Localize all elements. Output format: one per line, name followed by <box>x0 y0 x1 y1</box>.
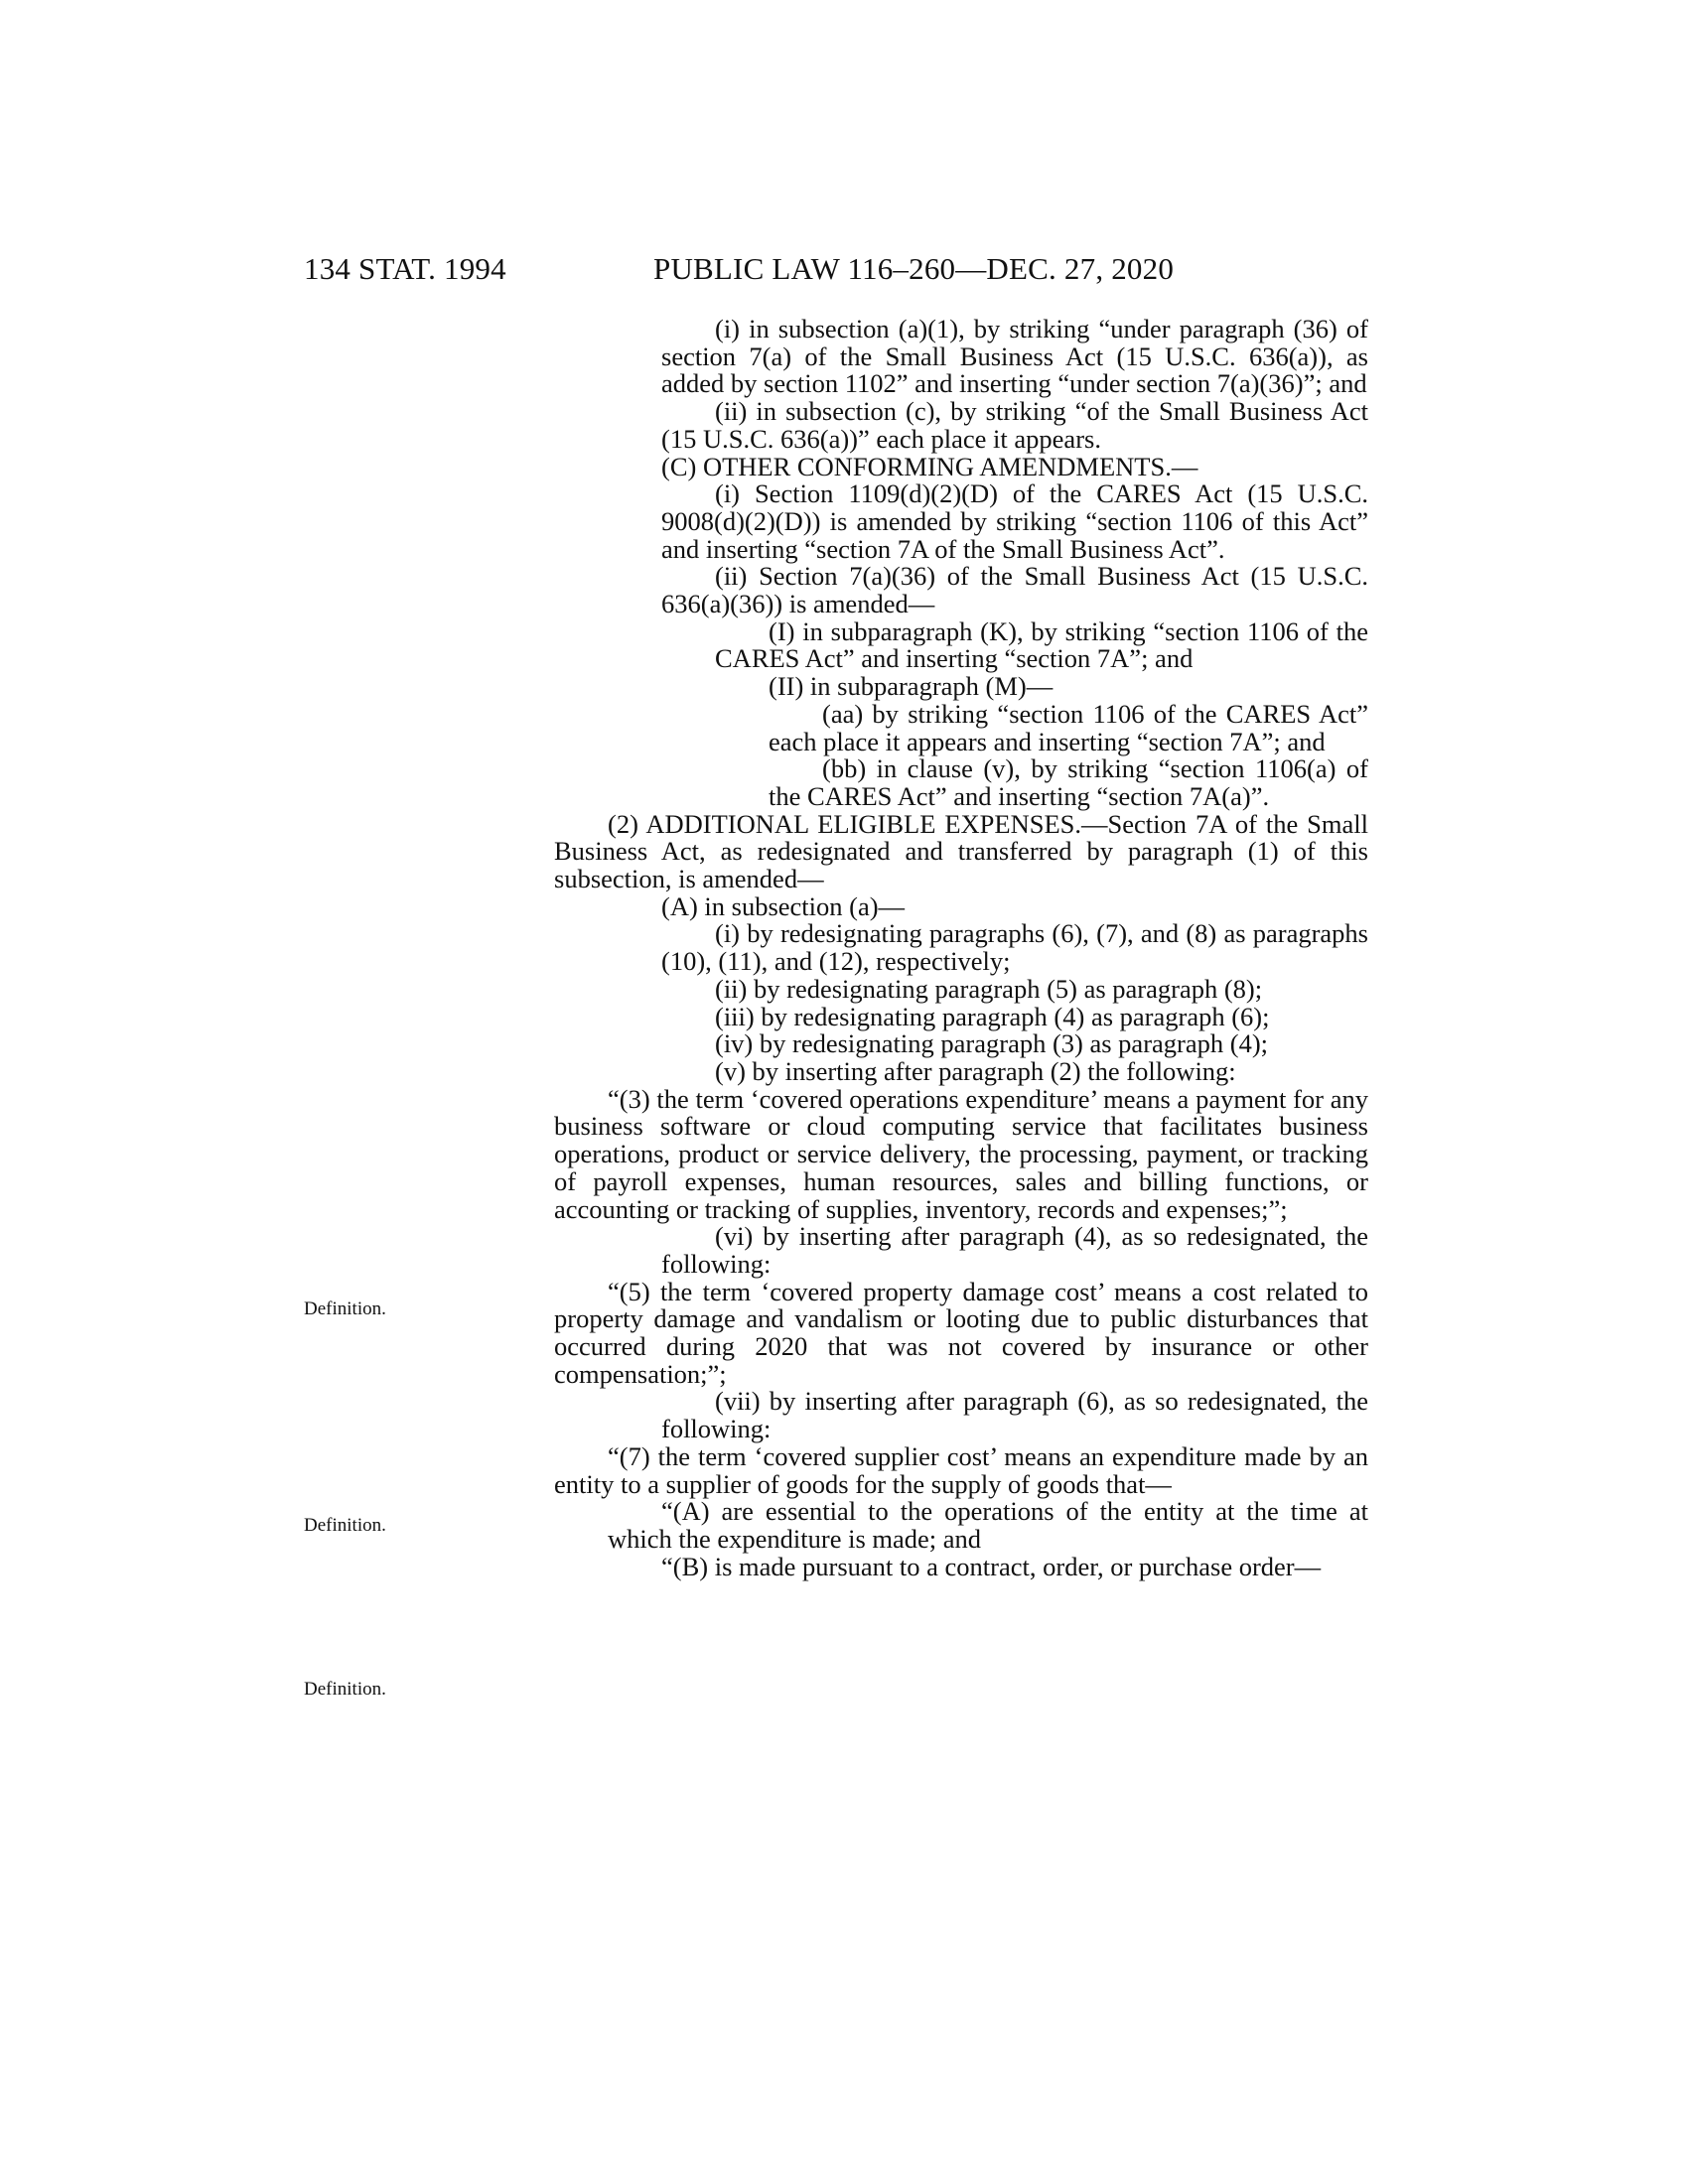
item-bb: (bb) in clause (v), by striking “section 1106(a) of the CARES Act” and inserting “section 7A(a)”. <box>769 753 1368 811</box>
definition-covered-supplier-cost: “(7) the term ‘covered supplier cost’ means an expenditure made by an entity to a supplier of goods for the supply of goods that— <box>554 1440 1368 1499</box>
running-header <box>304 251 1368 291</box>
clause-ii-redesignate-5: (ii) by redesignating paragraph (5) as paragraph (8); <box>715 973 1263 1004</box>
statute-body <box>554 316 1368 1580</box>
clause-i-section-1109: (i) Section 1109(d)(2)(D) of the CARES Act (15 U.S.C. 9008(d)(2)(D)) is amended by striking “section 1106 of this Act” and inserting “section 7A of the Small Business Act”. <box>661 478 1368 564</box>
clause-i-subsection-a1: (i) in subsection (a)(1), by striking “under paragraph (36) of section 7(a) of the Small Business Act (15 U.S.C. 636(a)), as added by section 1102” and inserting “under section 7(a)(36)”; and <box>661 314 1368 399</box>
clause-v-insert-after-2: (v) by inserting after paragraph (2) the following: <box>715 1055 1236 1086</box>
subclause-i-subparagraph-k: (I) in subparagraph (K), by striking “section 1106 of the CARES Act” and inserting “section 7A”; and <box>715 615 1368 674</box>
item-aa: (aa) by striking “section 1106 of the CARES Act” each place it appears and inserting “section 7A”; and <box>769 698 1368 756</box>
clause-vi-insert-after-4: (vi) by inserting after paragraph (4), as so redesignated, the following: <box>661 1221 1368 1279</box>
subparagraph-c-heading: (C) OTHER CONFORMING AMENDMENTS.— <box>661 451 1198 481</box>
public-law-title: PUBLIC LAW 116–260—DEC. 27, 2020 <box>653 251 1175 286</box>
margin-note-definition-3: Definition. <box>304 1679 386 1700</box>
clause-iv-redesignate-3: (iv) by redesignating paragraph (3) as paragraph (4); <box>715 1028 1269 1059</box>
definition-covered-operations-expenditure: “(3) the term ‘covered operations expenditure’ means a payment for any business software or cloud computing service that facilitates business operations, product or service delivery, the processing, payment, or tracking of payroll expenses, human resources, sales and billing functions, or accounting or tracking of supplies, inventory, records and expenses;”; <box>554 1083 1368 1224</box>
clause-iii-redesignate-4: (iii) by redesignating paragraph (4) as paragraph (6); <box>715 1001 1270 1031</box>
definition-covered-property-damage-cost: “(5) the term ‘covered property damage cost’ means a cost related to property damage and vandalism or looting due to public disturbances that occurred during 2020 that was not covered by insurance or other compensation;”; <box>554 1276 1368 1389</box>
supplier-cost-subparagraph-b: “(B) is made pursuant to a contract, order, or purchase order— <box>661 1551 1322 1581</box>
clause-ii-section-7a36: (ii) Section 7(a)(36) of the Small Business Act (15 U.S.C. 636(a)(36)) is amended— <box>661 561 1368 619</box>
margin-note-definition-2: Definition. <box>304 1515 386 1536</box>
clause-i-redesignate-6-7-8: (i) by redesignating paragraphs (6), (7), and (8) as paragraphs (10), (11), and (12), respectively; <box>661 918 1368 977</box>
paragraph-2-additional-eligible-expenses: (2) ADDITIONAL ELIGIBLE EXPENSES.—Section 7A of the Small Business Act, as redesignated and transferred by paragraph (1) of this subsection, is amended— <box>554 808 1368 894</box>
subclause-ii-subparagraph-m: (II) in subparagraph (M)— <box>769 671 1054 702</box>
statute-page-number: 134 STAT. 1994 <box>304 251 506 286</box>
clause-vii-insert-after-6: (vii) by inserting after paragraph (6), as so redesignated, the following: <box>661 1386 1368 1444</box>
clause-ii-subsection-c: (ii) in subsection (c), by striking “of the Small Business Act (15 U.S.C. 636(a))” each place it appears. <box>661 396 1368 454</box>
supplier-cost-subparagraph-a: “(A) are essential to the operations of the entity at the time at which the expenditure is made; and <box>608 1496 1368 1554</box>
subparagraph-a-subsection-a: (A) in subsection (a)— <box>661 890 906 921</box>
margin-note-definition-1: Definition. <box>304 1298 386 1319</box>
